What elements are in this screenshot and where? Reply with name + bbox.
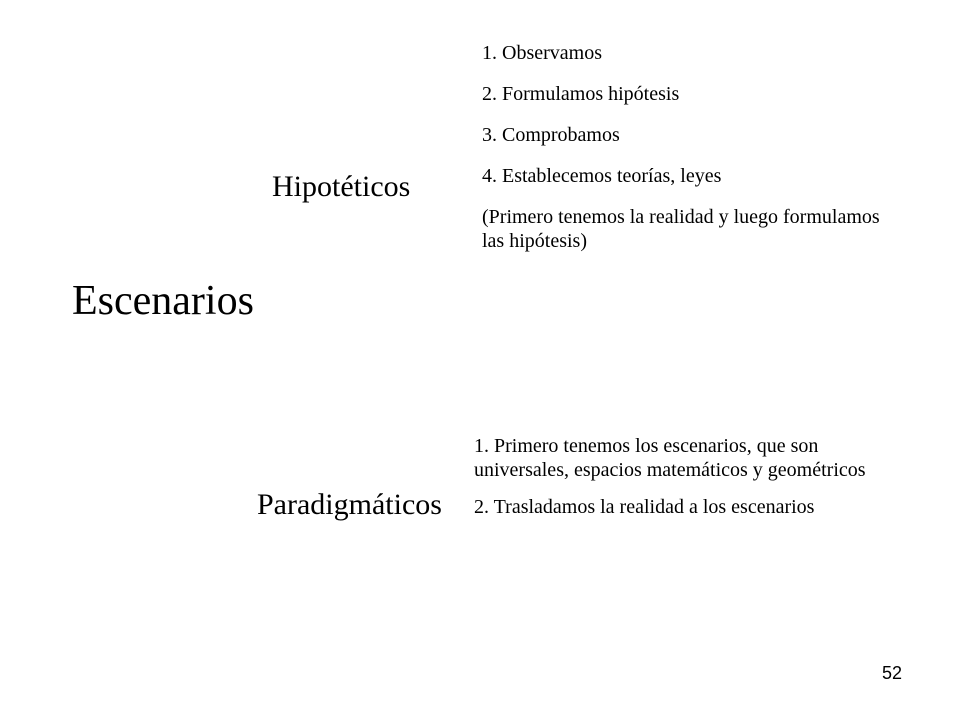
paradigmaticos-step: 1. Primero tenemos los escenarios, que son universales, espacios matemáticos y geométricos	[474, 435, 866, 481]
paradigmaticos-steps-list	[474, 434, 914, 532]
slide-title: Escenarios	[72, 278, 254, 324]
paradigmaticos-label: Paradigmáticos	[257, 488, 442, 521]
hipoteticos-steps-list	[482, 41, 882, 270]
hipoteticos-label: Hipotéticos	[272, 170, 411, 203]
hipoteticos-note: (Primero tenemos la realidad y luego formulamos las hipótesis)	[482, 206, 880, 252]
hipoteticos-step: 4. Establecemos teorías, leyes	[482, 165, 722, 187]
hipoteticos-step: 2. Formulamos hipótesis	[482, 83, 680, 105]
page-number: 52	[881, 663, 902, 683]
hipoteticos-step: 3. Comprobamos	[482, 124, 620, 146]
paradigmaticos-step: 2. Trasladamos la realidad a los escenarios	[474, 496, 815, 518]
hipoteticos-step: 1. Observamos	[482, 42, 602, 64]
